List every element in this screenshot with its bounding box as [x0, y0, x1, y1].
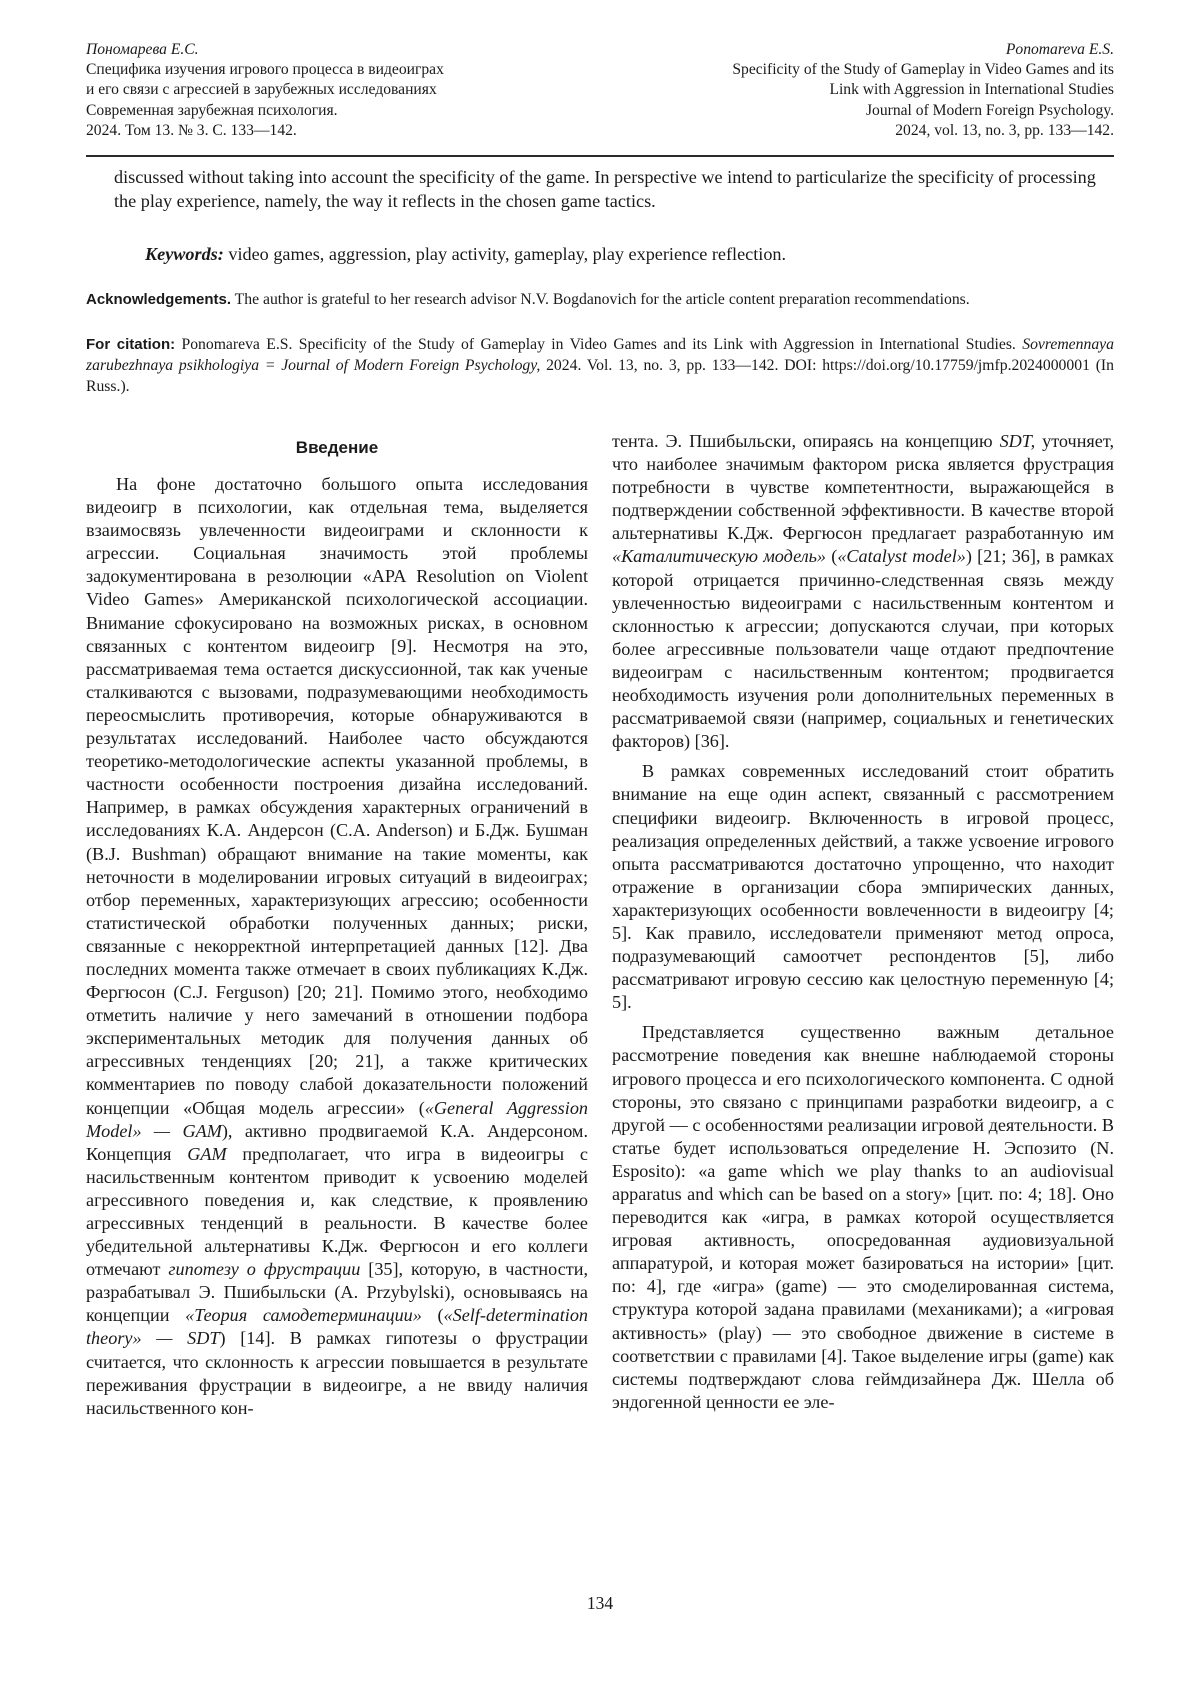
text-run-italic: гипотезу о фрустрации: [168, 1259, 361, 1280]
header-title-en-line1: Specificity of the Study of Gameplay in Video Games and its: [732, 61, 1114, 79]
text-run: уточняет, что наиболее значимым фактором риска является фрустрация потребности в чувстве компетентности, выражающейся в подтверждении собственной эффективности. В качестве второй альтернативы К.Дж. Фергюсон предлагает разработанную им: [612, 431, 1114, 544]
paragraph: В рамках современных исследований стоит обратить внимание на еще один аспект, связанный с рассмотрением специфики видеоигр. Включенность в игровой процесс, реализация определенных действий, а также усвоение игрового опыта рассматриваются достаточно упрощенно, что находит отражение в организации сбора эмпирических данных, характеризующих особенности вовлеченности в видеоигру [4; 5]. Как правило, исследователи применяют метод опроса, подразумевающий самоотчет респондентов [5], либо рассматривают игровую сессию как целостную переменную [4; 5].: [612, 761, 1114, 1013]
keywords: [145, 242, 1114, 266]
header-divider: [86, 155, 1114, 157]
text-run-italic: SDT,: [999, 431, 1036, 451]
text-run-italic: «Self-determination theory» — SDT: [86, 1305, 589, 1349]
header-title-en-line2: Link with Aggression in International Studies: [829, 81, 1114, 99]
acknowledgements-label: Acknowledgements.: [86, 291, 232, 308]
keywords-text: video games, aggression, play activity, gameplay, play experience reflection.: [223, 244, 787, 264]
section-title: Введение: [295, 438, 379, 457]
acknowledgements: [86, 289, 1114, 310]
header-author-ru: Пономарева Е.С.: [86, 41, 199, 58]
page-number: 134: [586, 1593, 614, 1613]
citation-text-end: 2024. Vol. 13, no. 3, pp. 133—142. DOI: https://doi.org/10.17759/jmfp.2024000001 (In Russ.).: [86, 357, 1114, 395]
paragraph: [612, 430, 1114, 753]
citation-journal: Sovremennaya zarubezhnaya psikhologiya = Journal of Modern Foreign Psychology,: [86, 336, 1114, 374]
text-run-italic: GAM: [187, 1143, 227, 1164]
text-run: ), активно продвигаемой К.А. Андерсоном. Концепция: [86, 1120, 588, 1164]
text-run: ) [21; 36], в рамках которой отрицается причинно-следственная связь между увлеченностью видеоиграми с насильственным контентом и склонностью к агрессии; допускаются случаи, при которых более агрессивные пользователи чаще отдают предпочтение видеоиграм с насильственным контентом; продвигается необходимость изучения роли дополнительных переменных в рассматриваемой связи (например, социальных и генетических факторов) [36].: [612, 546, 1114, 752]
keywords-label: Keywords:: [145, 244, 224, 264]
text-run-italic: «Теория самодетерминации»: [185, 1305, 422, 1326]
right-column: [612, 430, 1114, 1414]
running-header-russian: [86, 40, 606, 141]
abstract-tail: discussed without taking into account the specificity of the game. In perspective we intend to particularize the specificity of processing the play experience, namely, the way it reflects in the chosen game tactics.: [114, 167, 1096, 211]
text-run: предполагает, что игра в видеоигры с насильственным контентом приводит к усвоению моделей агрессивного поведения и, как следствие, к проявлению агрессивных тенденций в реальности. В качестве более убедительной альтернативы К.Дж. Фергюсон и его коллеги отмечают: [86, 1143, 588, 1280]
header-author-en: Ponomareva E.S.: [1005, 41, 1114, 58]
text-run: [35], которую, в частности, разрабатывал Э. Пшибыльски (A. Przybylski), основываясь на концепции: [86, 1259, 589, 1326]
text-run: тента. Э. Пшибыльски, опираясь на концепцию: [612, 431, 1000, 451]
header-journal-en: Journal of Modern Foreign Psychology.: [865, 101, 1114, 119]
header-journal-ru: Современная зарубежная психология.: [86, 101, 338, 119]
header-title-ru-line2: и его связи с агрессией в зарубежных исследованиях: [86, 81, 437, 99]
citation: [86, 334, 1114, 397]
acknowledgements-text: The author is grateful to her research advisor N.V. Bogdanovich for the article content preparation recommendations.: [231, 291, 970, 308]
text-run-italic: «Catalyst model»: [837, 546, 966, 567]
text-run-italic: «Каталитическую модель»: [612, 546, 827, 567]
text-run: (: [826, 546, 838, 567]
text-run: (: [421, 1305, 444, 1326]
header-issue-ru: 2024. Том 13. № 3. С. 133—142.: [86, 121, 297, 139]
text-run: На фоне достаточно большого опыта исследования видеоигр в психологии, как отдельная тема, выделяется взаимосвязь увлеченности видеоиграми и склонности к агрессии. Социальная значимость этой проблемы задокументирована в резолюции «APA Resolution on Violent Video Games» Американской психологической ассоциации. Внимание сфокусировано на возможных рисках, в основном связанных с контентом видеоигр [9]. Несмотря на это, рассматриваемая тема остается дискуссионной, так как ученые сталкиваются с вызовами, подразумевающими необходимость переосмыслить противоречия, которые обнаруживаются в результатах исследований. Наиболее часто обсуждаются теоретико-методологические аспекты указанной проблемы, в частности особенности построения дизайна исследований. Например, в рамках обсуждения характерных ограничений в исследованиях К.А. Андерсон (C.A. Anderson) и Б.Дж. Бушман (B.J. Bushman) обращают внимание на такие моменты, как неточности в моделировании игровых ситуаций в видеоиграх; отбор переменных, характеризующих агрессию; особенности статистической обработки полученных данных; риски, связанные с некорректной интерпретацией данных [12]. Два последних момента также отмечает в своих публикациях К.Дж. Фергюсон (C.J. Ferguson) [20; 21]. Помимо этого, необходимо отметить наличие у него замечаний в отношении подбора экспериментальных методик для получения данных об агрессивных тенденциях [20; 21], а также критических комментариев по поводу слабой доказательности положений концепции «Общая модель агрессии» (: [86, 474, 588, 1118]
running-header-english: [594, 40, 1114, 141]
citation-text: Ponomareva E.S. Specificity of the Study of Gameplay in Video Games and its Link with Aggression in International Studies.: [175, 336, 1023, 353]
left-column: [86, 430, 588, 1420]
header-title-ru-line1: Специфика изучения игрового процесса в видеоиграх: [86, 61, 444, 79]
paragraph: Представляется существенно важным детальное рассмотрение поведения как внешне наблюдаемой стороны игрового процесса и его психологического компонента. С одной стороны, это связано с принципами разработки видеоигр, а с другой — с особенностями реализации игровой деятельности. В статье будет использоваться определение Н. Эспозито (N. Esposito): «a game which we play thanks to an audiovisual apparatus and which can be based on a story» [цит. по: 4; 18]. Оно переводится как «игра, в рамках которой осуществляется игровая активность, опосредованная аудиовизуальной аппаратурой, и которая может базироваться на истории» [цит. по: 4], где «игра» (game) — это смоделированная система, структура которой задана правилами (механиками); а «игровая активность» (play) — это свободное движение в системе в соответствии с правилами [4]. Такое выделение игры (game) как системы подтверждают слова геймдизайнера Дж. Шелла об эндогенной ценности ее эле-: [612, 1022, 1114, 1412]
citation-label: For citation:: [86, 336, 176, 353]
text-run: ) [14]. В рамках гипотезы о фрустрации считается, что склонность к агрессии повышается в результате переживания фрустрации в видеоигре, а не ввиду наличия насильственного кон-: [86, 1328, 588, 1418]
text-run-italic: «General Aggression Model» — GAM: [86, 1097, 589, 1141]
header-issue-en: 2024, vol. 13, no. 3, pp. 133—142.: [895, 121, 1114, 139]
paragraph: [86, 473, 588, 1420]
